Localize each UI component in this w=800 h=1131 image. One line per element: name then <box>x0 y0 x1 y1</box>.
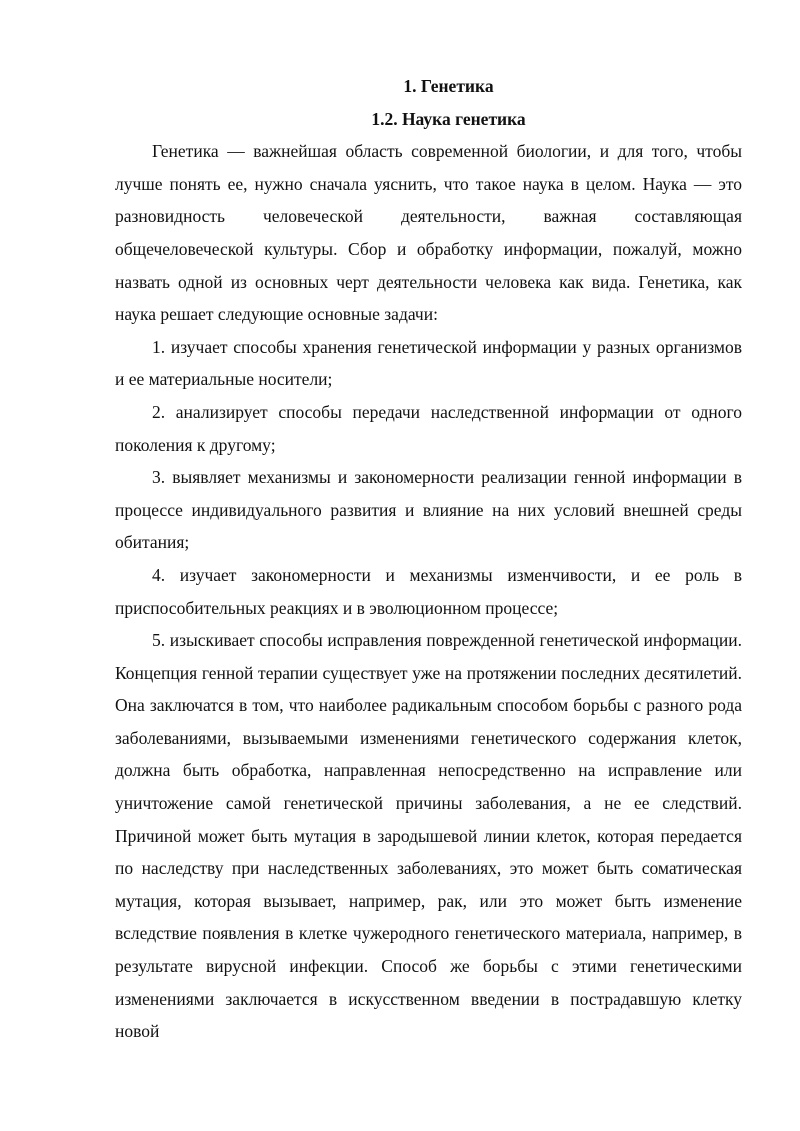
list-item-4: 4. изучает закономерности и механизмы изменчивости, и ее роль в приспособительных реакциях и в эволюционном процессе; <box>115 564 742 618</box>
chapter-heading: 1. Генетика <box>403 76 494 96</box>
section-heading: 1.2. Наука генетика <box>371 108 526 129</box>
paragraph-intro: Генетика — важнейшая область современной биологии, и для того, чтобы лучше понять ее, нужно сначала уяснить, что такое наука в целом. Наука — это разновидность человеческой деятельности, важная составляющая общечеловеческой культуры. Сбор и обработку информации, пожалуй, можно назвать одной из основных черт деятельности человека как вида. Генетика, как наука решает следующие основные задачи: <box>115 141 742 325</box>
document-page <box>115 70 742 1048</box>
list-item-1: 1. изучает способы хранения генетической информации у разных организмов и ее материальные носители; <box>115 336 742 390</box>
list-item-5: 5. изыскивает способы исправления поврежденной генетической информации. Концепция генной терапии существует уже на протяжении последних десятилетий. Она заключатся в том, что наиболее радикальным способом борьбы с разного рода заболеваниями, вызываемыми изменениями генетического содержания клеток, должна быть обработка, направленная непосредственно на исправление или уничтожение самой генетической причины заболевания, а не ее следствий. Причиной может быть мутация в зародышевой линии клеток, которая передается по наследству при наследственных заболеваниях, это может быть соматическая мутация, которая вызывает, например, рак, или это может быть изменение вследствие появления в клетке чужеродного генетического материала, например, в результате вирусной инфекции. Способ же борьбы с этими генетическими изменениями заключается в искусственном введении в пострадавшую клетку новой <box>115 630 742 1042</box>
list-item-2: 2. анализирует способы передачи наследственной информации от одного поколения к другому; <box>115 401 742 455</box>
list-item-3: 3. выявляет механизмы и закономерности реализации генной информации в процессе индивидуального развития и влияние на них условий внешней среды обитания; <box>115 467 742 553</box>
